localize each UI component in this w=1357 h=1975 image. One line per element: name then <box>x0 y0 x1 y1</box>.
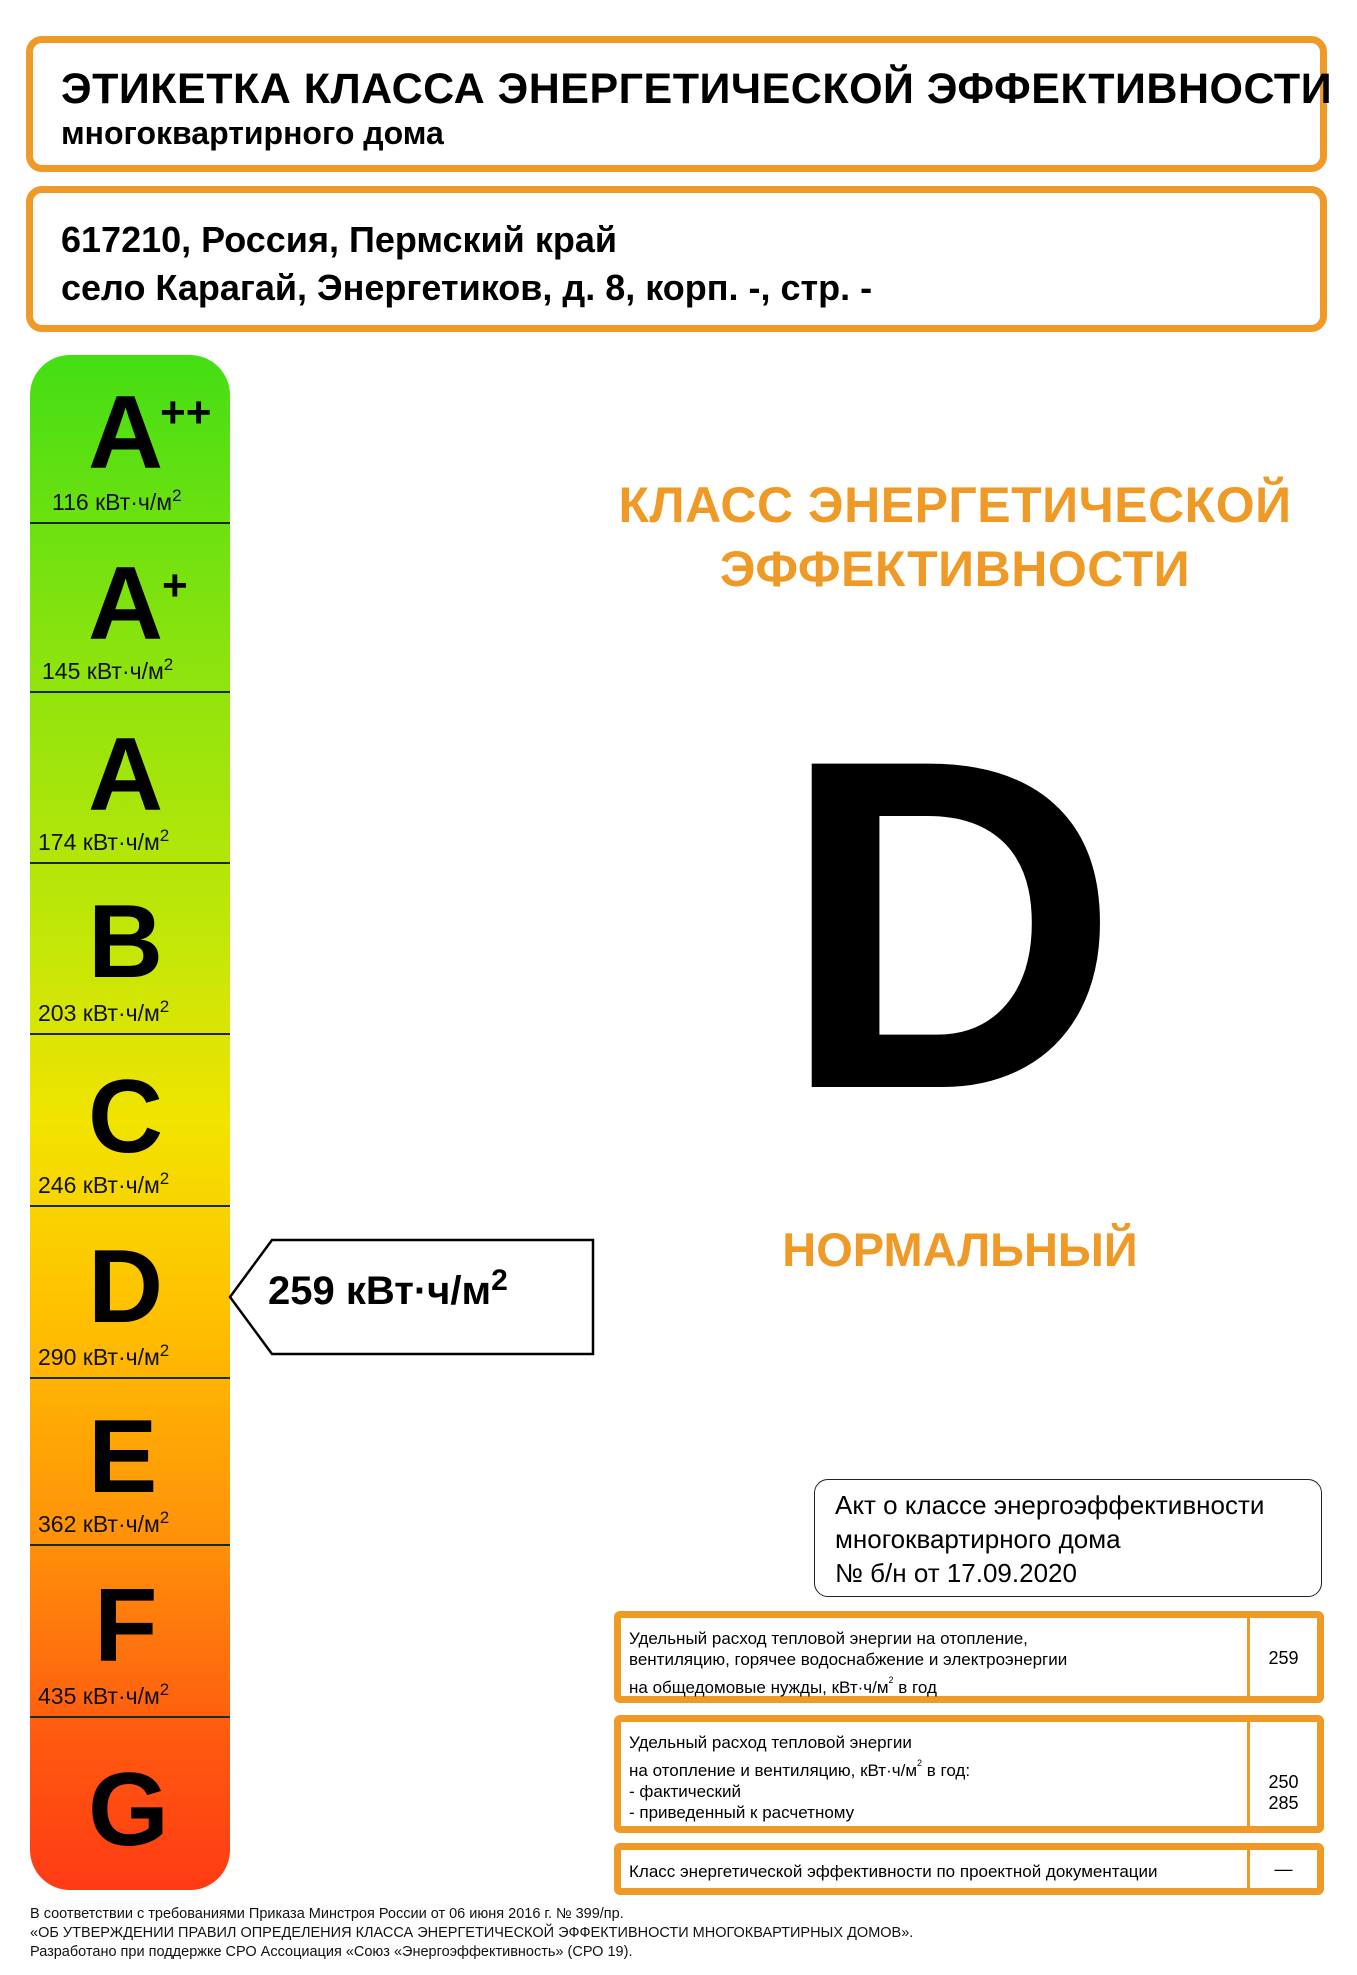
label-title: ЭТИКЕТКА КЛАССА ЭНЕРГЕТИЧЕСКОЙ ЭФФЕКТИВНОСТИ <box>61 65 1333 113</box>
energy-class-letter: D <box>780 662 1120 1187</box>
band-letter: D <box>88 1229 164 1345</box>
band-plus: + <box>162 561 188 610</box>
address-line-2: село Карагай, Энергетиков, д. 8, корп. -, стр. - <box>61 267 873 308</box>
table-row-project-class <box>614 1843 1324 1895</box>
band-letter: A <box>88 375 164 491</box>
band-letter: B <box>88 884 164 1000</box>
row-description: Удельный расход тепловой энергии на отопление и вентиляцию, $кВт\cdot ч/м^2$ в год: - фактический - приведенный к расчетному <box>621 1722 1250 1826</box>
address-box <box>26 186 1327 332</box>
label-title-box <box>26 36 1333 172</box>
scale-band-a-plus <box>30 524 230 693</box>
energy-class-scale <box>30 355 230 1890</box>
act-line-1: Акт о классе энергоэффективности <box>835 1490 1265 1520</box>
row-value: 259 <box>1268 1648 1299 1668</box>
band-letter: G <box>88 1752 169 1868</box>
scale-band-f <box>30 1546 230 1718</box>
row-values: 250 285 <box>1268 1772 1299 1813</box>
class-heading-line-2: ЭФФЕКТИВНОСТИ <box>719 541 1191 597</box>
band-letter: A <box>88 546 164 662</box>
label-subtitle: многоквартирного дома <box>61 115 444 151</box>
table-row-specific-consumption-total <box>614 1611 1324 1703</box>
row-description: Класс энергетической эффективности по проектной документации <box>621 1850 1250 1888</box>
act-line-2: многоквартирного дома <box>835 1524 1121 1554</box>
address-line-1: 617210, Россия, Пермский край <box>61 219 617 260</box>
band-threshold: 145 $кВт\cdot ч/м^2$ <box>42 655 174 684</box>
band-threshold: 362 $кВт\cdot ч/м^2$ <box>38 1508 170 1537</box>
footer-line-1: В соответствии с требованиями Приказа Минстроя России от 06 июня 2016 г. № 399/пр. <box>30 1906 624 1922</box>
band-letter: F <box>94 1568 158 1684</box>
scale-band-a <box>30 693 230 864</box>
footer-line-3: Разработано при поддержке СРО Ассоциация «Союз «Энергоэффективность» (СРО 19). <box>30 1944 633 1960</box>
act-box <box>814 1479 1322 1597</box>
band-threshold: 246 $кВт\cdot ч/м^2$ <box>38 1169 170 1198</box>
band-plus: ++ <box>160 388 212 437</box>
band-threshold: 174 $кВт\cdot ч/м^2$ <box>38 826 170 855</box>
row-description: Удельный расход тепловой энергии на отопление, вентиляцию, горячее водоснабжение и электроэнергии на общедомовые нужды, $кВт\cdot ч/м^2$ в год <box>621 1618 1250 1696</box>
band-threshold: 290 $кВт\cdot ч/м^2$ <box>38 1341 170 1370</box>
scale-band-a-plus-plus <box>30 355 230 524</box>
energy-class-name: НОРМАЛЬНЫЙ <box>782 1223 1138 1276</box>
band-threshold: 203 $кВт\cdot ч/м^2$ <box>38 997 170 1026</box>
band-threshold: 116 $кВт\cdot ч/м^2$ <box>52 486 182 515</box>
scale-band-e <box>30 1379 230 1546</box>
class-heading-line-1: КЛАСС ЭНЕРГЕТИЧЕСКОЙ <box>618 477 1292 533</box>
scale-band-c <box>30 1035 230 1207</box>
scale-band-g <box>30 1718 230 1890</box>
band-letter: E <box>88 1399 158 1515</box>
band-letter: A <box>88 717 164 833</box>
scale-band-d <box>30 1207 230 1379</box>
act-line-3: № б/н от 17.09.2020 <box>835 1558 1077 1588</box>
current-value-label: 259 $кВт\cdot ч/м^2$ <box>268 1264 508 1313</box>
scale-band-b <box>30 864 230 1035</box>
table-row-specific-consumption-heating <box>614 1715 1324 1833</box>
band-letter: C <box>88 1059 164 1175</box>
band-threshold: 435 $кВт\cdot ч/м^2$ <box>38 1680 170 1709</box>
footer-line-2: «ОБ УТВЕРЖДЕНИИ ПРАВИЛ ОПРЕДЕЛЕНИЯ КЛАССА ЭНЕРГЕТИЧЕСКОЙ ЭФФЕКТИВНОСТИ МНОГОКВАРТИРНЫХ ДОМОВ». <box>30 1925 914 1941</box>
row-value: — <box>1274 1859 1293 1879</box>
